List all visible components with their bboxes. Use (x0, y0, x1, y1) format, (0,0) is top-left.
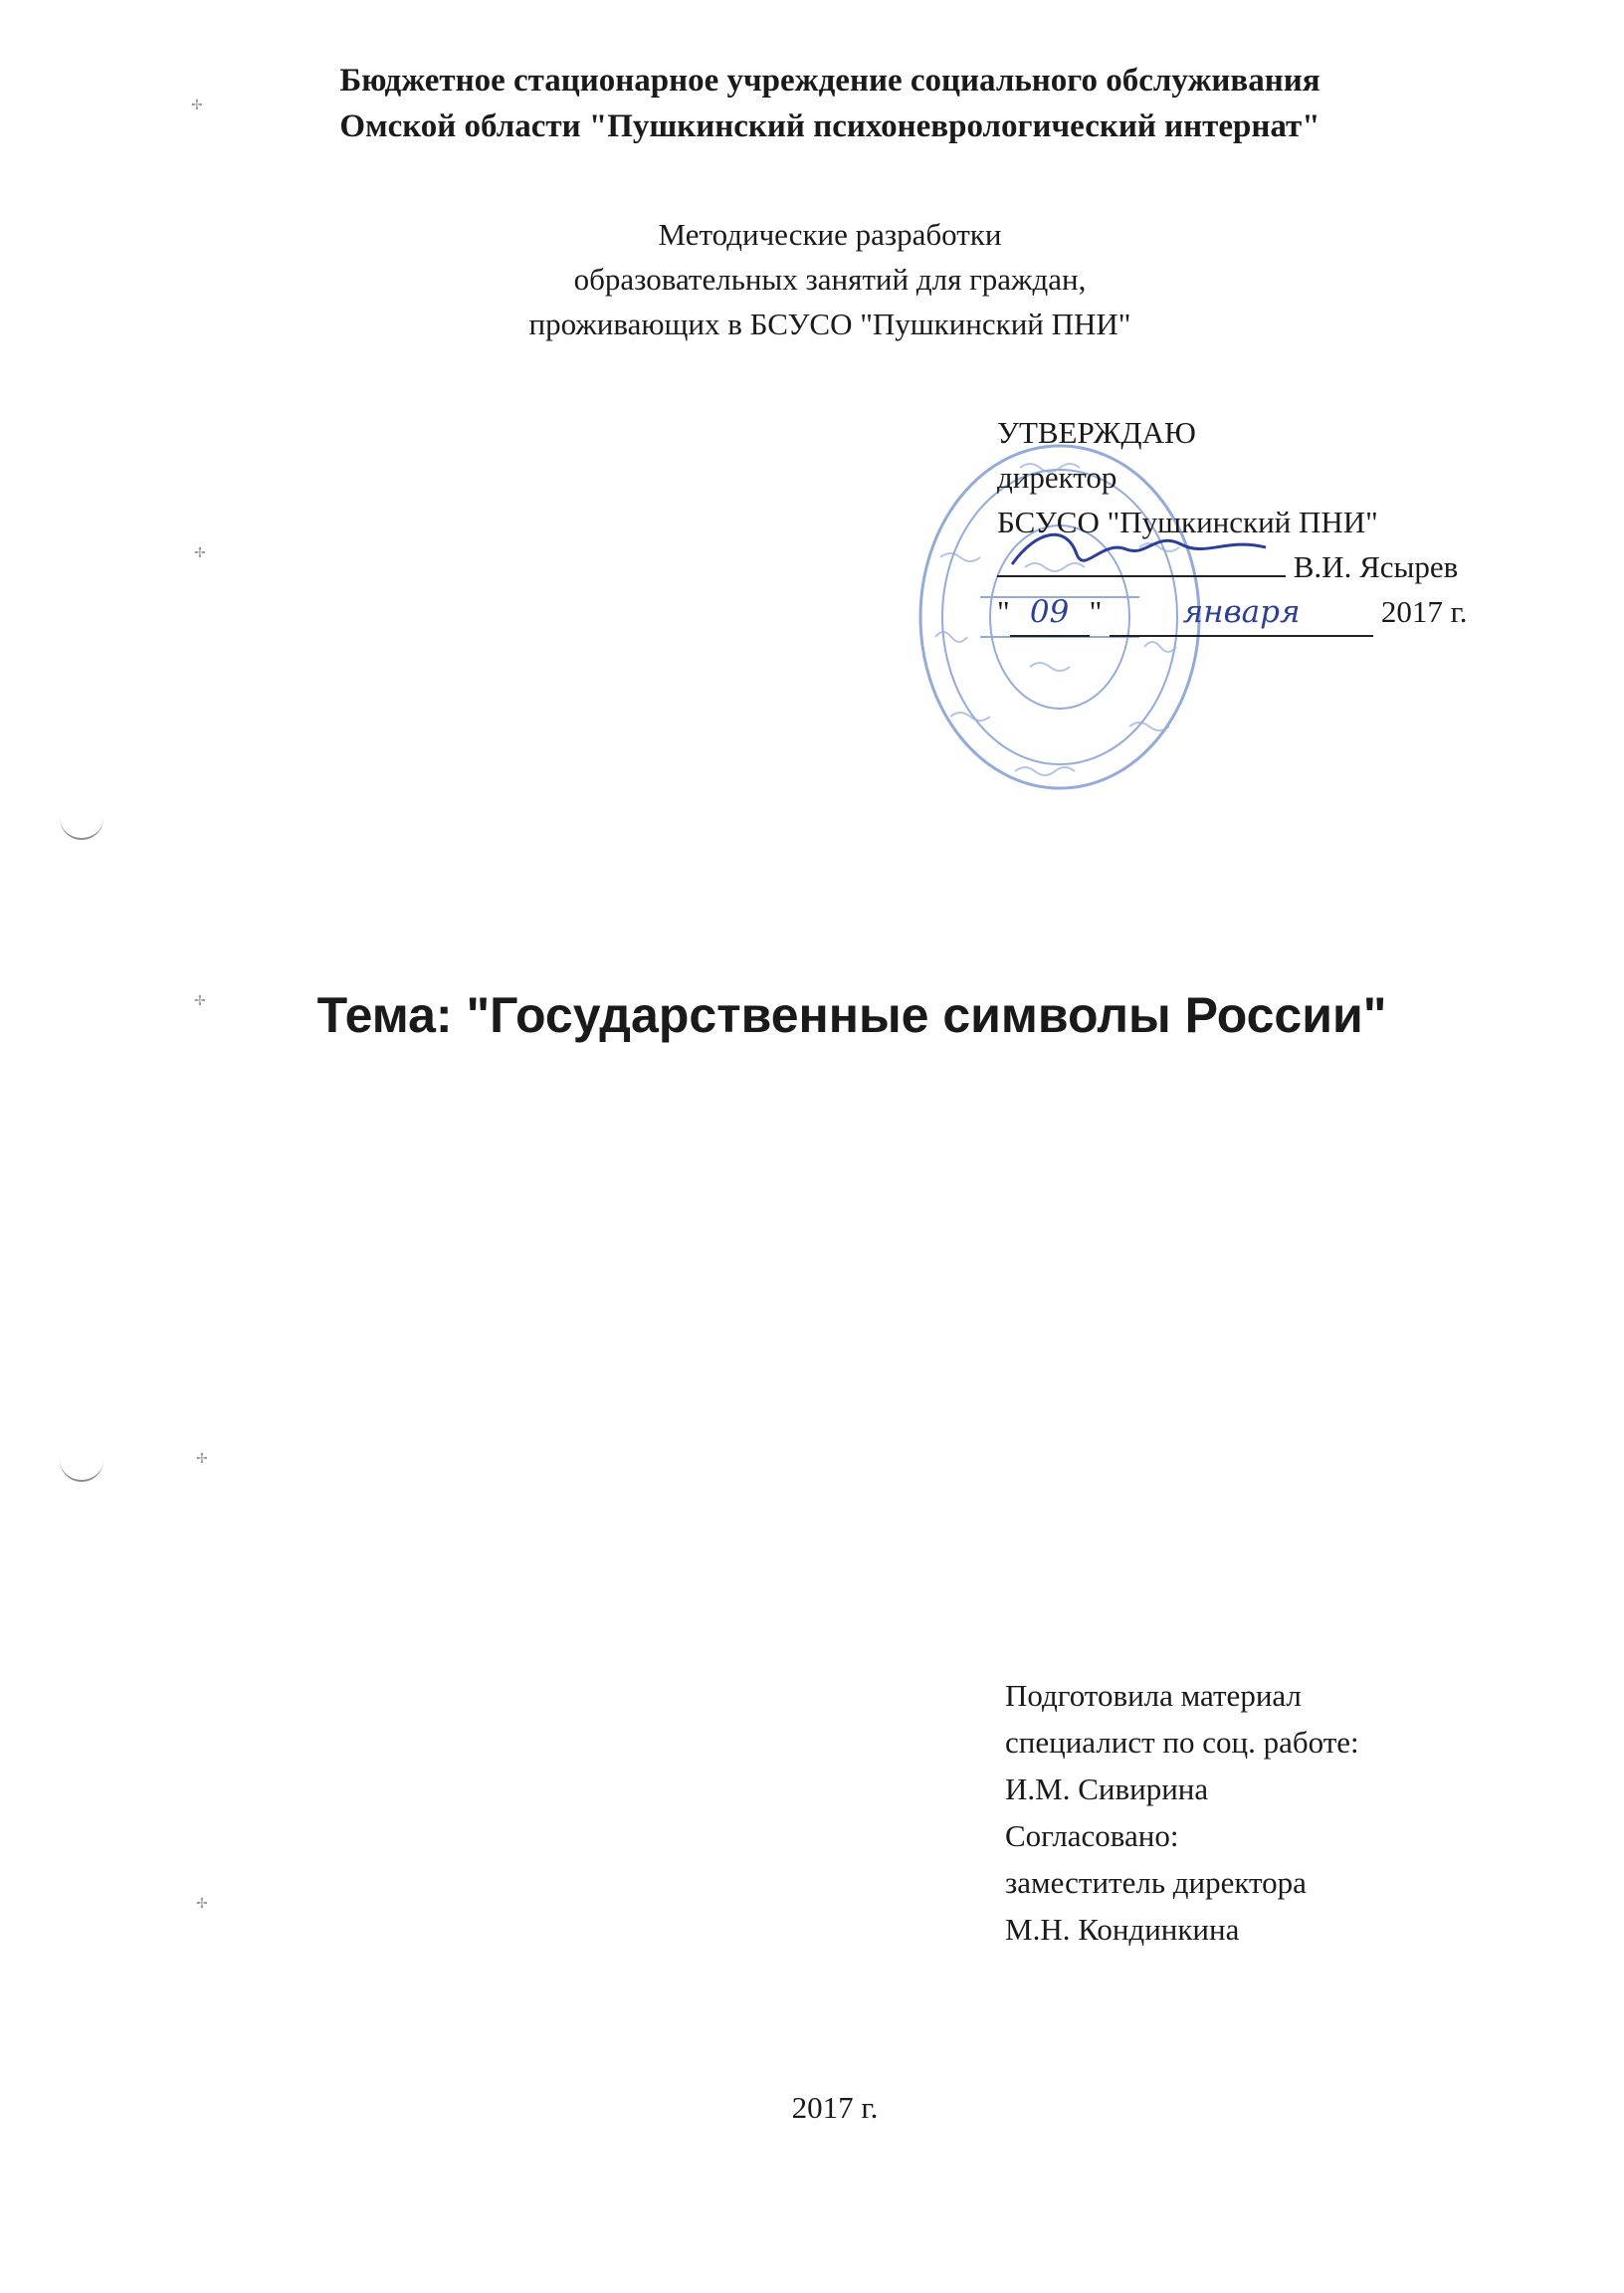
scan-dot: ✢ (191, 99, 203, 113)
method-line-2: образовательных занятий для граждан, (573, 262, 1087, 297)
prepared-line-6: М.Н. Кондинкина (1005, 1912, 1240, 1947)
org-line-1: Бюджетное стационарное учреждение социального обслуживания (339, 63, 1320, 99)
approval-organization: БСУСО "Пушкинский ПНИ" (997, 505, 1378, 539)
approval-signature-line (997, 544, 1468, 589)
approval-signer: В.И. Ясырев (1293, 549, 1459, 584)
approval-position: директор (997, 460, 1117, 495)
prepared-line-3: И.М. Сивирина (1005, 1772, 1209, 1806)
footer-year-block (0, 2088, 1624, 2128)
date-year: 2017 г. (1380, 594, 1468, 629)
method-description (0, 212, 1624, 346)
approval-block (997, 410, 1468, 637)
prepared-by-block (1005, 1672, 1359, 1953)
handwritten-signature (1007, 520, 1296, 579)
method-line-1: Методические разработки (658, 217, 1002, 252)
theme-title-block (0, 985, 1624, 1045)
date-month-handwritten: января (1110, 590, 1373, 637)
method-line-3: проживающих в БСУСО "Пушкинский ПНИ" (528, 307, 1131, 341)
prepared-line-4: Согласовано: (1005, 1818, 1179, 1853)
scan-dot: ✢ (194, 546, 206, 561)
organization-header (0, 58, 1624, 149)
approval-heading: УТВЕРЖДАЮ (997, 415, 1196, 450)
theme-title: Тема: "Государственные символы России" (316, 987, 1387, 1043)
prepared-line-5: заместитель директора (1005, 1865, 1307, 1900)
date-day-handwritten: 09 (1010, 590, 1090, 637)
approval-date: " 09 " января 2017 г. (997, 589, 1468, 637)
scan-dot: ✢ (194, 994, 206, 1009)
org-line-2: Омской области "Пушкинский психоневрологический интернат" (339, 108, 1320, 144)
scan-dot: ✢ (196, 1897, 208, 1912)
prepared-line-2: специалист по соц. работе: (1005, 1725, 1359, 1760)
footer-year: 2017 г. (791, 2090, 879, 2125)
prepared-line-1: Подготовила материал (1005, 1678, 1302, 1713)
punch-hole-mark-bottom (60, 1458, 103, 1482)
punch-hole-mark-top (60, 816, 103, 840)
scan-dot: ✢ (196, 1452, 208, 1467)
